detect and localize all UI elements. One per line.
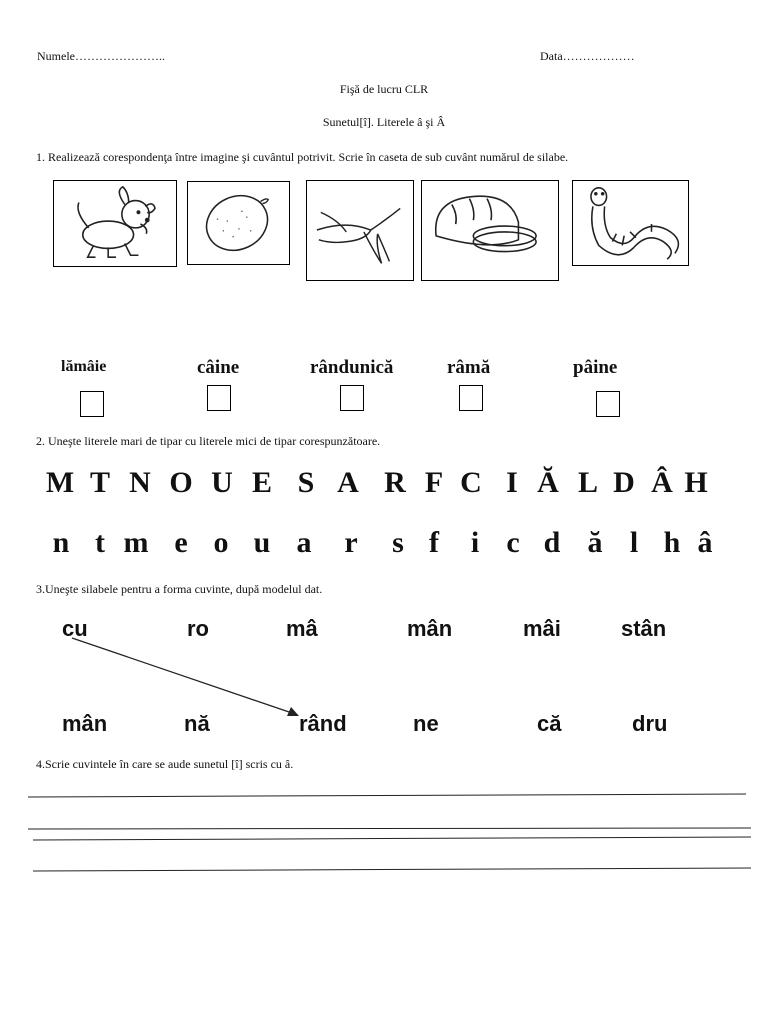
- uppercase-letter[interactable]: H: [684, 466, 708, 499]
- uppercase-letter[interactable]: R: [384, 466, 406, 499]
- uppercase-letter[interactable]: S: [297, 466, 315, 499]
- uppercase-letter[interactable]: D: [613, 466, 635, 499]
- syllable-top[interactable]: ro: [187, 616, 209, 641]
- lowercase-letter[interactable]: c: [506, 526, 520, 559]
- worksheet-title: Fişă de lucru CLR: [339, 82, 429, 96]
- syllable-top[interactable]: mân: [407, 616, 453, 641]
- syllable-top[interactable]: stân: [621, 616, 667, 641]
- exercise2-instruction: 2. Uneşte literele mari de tipar cu literele mici de tipar corespunzătoare.: [36, 434, 381, 448]
- exercise3-instruction: 3.Uneşte silabele pentru a forma cuvinte, după modelul dat.: [36, 582, 323, 596]
- word-caine: câine: [197, 357, 240, 378]
- uppercase-letter[interactable]: O: [169, 466, 193, 499]
- uppercase-letter[interactable]: Â: [651, 466, 673, 499]
- word-lamaie: lămâie: [61, 358, 107, 375]
- uppercase-letter[interactable]: A: [337, 466, 359, 499]
- exercise1-instruction: 1. Realizează corespondenţa între imagine şi cuvântul potrivit. Scrie în caseta de sub cuvânt numărul de silabe.: [36, 150, 569, 164]
- uppercase-letter[interactable]: F: [424, 466, 444, 499]
- syllable-bottom[interactable]: dru: [632, 711, 668, 736]
- lowercase-letter[interactable]: u: [253, 526, 271, 559]
- lowercase-letter[interactable]: d: [543, 526, 561, 559]
- uppercase-letter[interactable]: I: [506, 466, 518, 499]
- date-field-label: Data………………: [540, 49, 635, 63]
- lowercase-letter[interactable]: s: [392, 526, 404, 559]
- syllable-bottom[interactable]: nă: [184, 711, 210, 736]
- syllable-bottom[interactable]: ne: [413, 711, 439, 736]
- syllable-bottom[interactable]: mân: [62, 711, 108, 736]
- uppercase-letter[interactable]: U: [211, 466, 233, 499]
- lowercase-letter[interactable]: i: [470, 526, 480, 559]
- lowercase-letter[interactable]: m: [123, 526, 149, 559]
- lowercase-letter[interactable]: r: [344, 526, 358, 559]
- syllable-bottom[interactable]: rând: [299, 711, 347, 736]
- syllable-top[interactable]: mâi: [523, 616, 561, 641]
- word-rama: râmă: [447, 357, 491, 378]
- lowercase-letter[interactable]: n: [52, 526, 70, 559]
- uppercase-letter[interactable]: N: [129, 466, 151, 499]
- uppercase-letter[interactable]: L: [577, 466, 599, 499]
- lowercase-letter[interactable]: f: [429, 526, 439, 559]
- word-paine: pâine: [573, 357, 618, 378]
- syllable-top[interactable]: mâ: [286, 616, 318, 641]
- name-field-label: Numele…………………..: [37, 49, 165, 63]
- lowercase-letter[interactable]: t: [95, 526, 105, 559]
- uppercase-letter[interactable]: Ă: [537, 466, 559, 499]
- uppercase-letter[interactable]: C: [460, 466, 482, 499]
- lowercase-letter[interactable]: â: [697, 526, 713, 559]
- lowercase-letter[interactable]: e: [174, 526, 188, 559]
- lowercase-letter[interactable]: ă: [587, 526, 603, 559]
- exercise4-instruction: 4.Scrie cuvintele în care se aude sunetul [î] scris cu â.: [36, 757, 294, 771]
- syllable-top[interactable]: cu: [62, 616, 88, 641]
- worksheet-subtitle: Sunetul[î]. Literele â şi Â: [322, 115, 446, 129]
- lowercase-letter[interactable]: a: [296, 526, 312, 559]
- uppercase-letter[interactable]: E: [251, 466, 273, 499]
- word-randunica: rândunică: [310, 357, 394, 378]
- lowercase-letter[interactable]: o: [213, 526, 229, 559]
- lowercase-letter[interactable]: h: [663, 526, 681, 559]
- uppercase-letter[interactable]: T: [89, 466, 111, 499]
- syllable-bottom[interactable]: că: [537, 711, 562, 736]
- lowercase-letter[interactable]: l: [629, 526, 639, 559]
- uppercase-letter[interactable]: M: [45, 466, 75, 499]
